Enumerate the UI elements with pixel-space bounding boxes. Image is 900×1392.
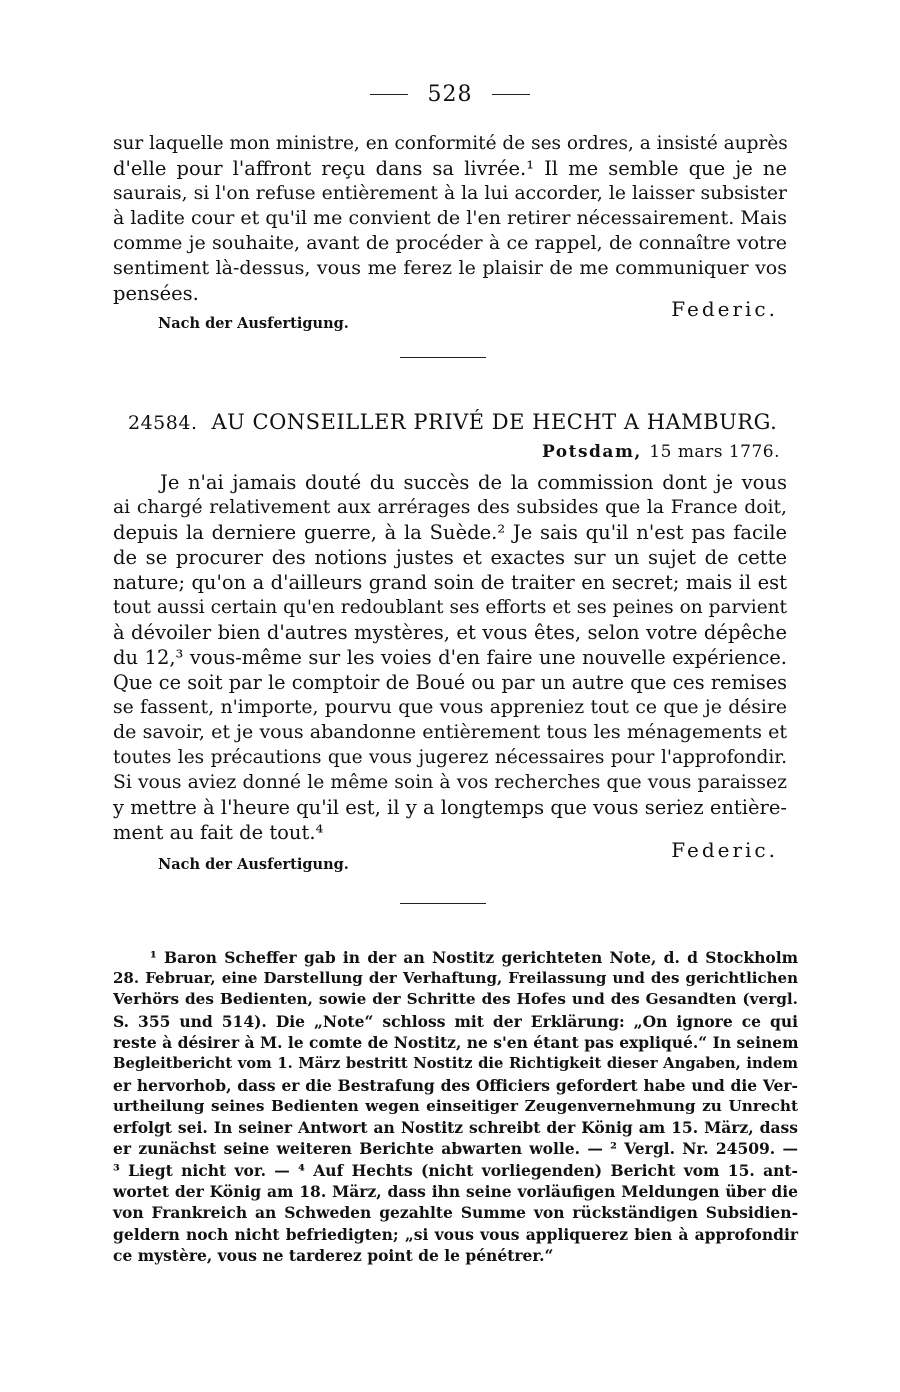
text-line: de se procurer des notions justes et exactes sur un sujet de cette bbox=[113, 546, 787, 569]
text-line: Si vous aviez donné le même soin à vos recherches que vous paraissez bbox=[113, 772, 787, 793]
section-divider bbox=[400, 357, 486, 358]
text-line: saurais, si l'on refuse entièrement à la lui accorder, le laisser subsister bbox=[113, 183, 787, 204]
text-line: depuis la derniere guerre, à la Suède.² Je sais qu'il n'est pas facile bbox=[113, 521, 787, 544]
letter-date: 15 mars 1776. bbox=[649, 442, 780, 462]
page-number: 528 bbox=[427, 82, 473, 107]
header-left-dash bbox=[370, 94, 408, 95]
text-line: sur laquelle mon ministre, en conformité de ses ordres, a insisté auprès bbox=[113, 133, 788, 154]
text-line: Je n'ai jamais douté du succès de la commission dont je vous bbox=[160, 471, 787, 494]
signature: Federic. bbox=[671, 297, 778, 321]
text-line: du 12,³ vous-même sur les voies d'en faire une nouvelle expérience. bbox=[113, 646, 787, 669]
footnote-line: erfolgt sei. In seiner Antwort an Nostitz schreibt der König am 15. März, dass bbox=[113, 1118, 798, 1137]
footnote-line: urtheilung seines Bedienten wegen einseitiger Zeugenvernehmung zu Unrecht bbox=[113, 1097, 798, 1115]
source-note: Nach der Ausfertigung. bbox=[158, 856, 349, 873]
letter-place-date bbox=[542, 442, 780, 462]
footnote-line: geldern noch nicht befriedigten; „si vous vous appliquerez bien à approfondir bbox=[113, 1225, 798, 1244]
footnote-line: 28. Februar, eine Darstellung der Verhaftung, Freilassung und des gerichtlichen bbox=[113, 969, 798, 987]
text-line: ai chargé relativement aux arrérages des subsides que la France doit, bbox=[113, 497, 787, 518]
text-line: se fassent, n'importe, pourvu que vous appreniez tout ce que je désire bbox=[113, 697, 787, 718]
text-line: pensées. bbox=[113, 282, 199, 305]
footnote-line: von Frankreich an Schweden gezahlte Summe von rückständigen Subsidien- bbox=[113, 1203, 798, 1222]
text-line: Que ce soit par le comptoir de Boué ou par un autre que ces remises bbox=[113, 671, 787, 694]
footnote-line: er zunächst seine weiteren Berichte abwarten wolle. — ² Vergl. Nr. 24509. — bbox=[113, 1139, 798, 1158]
footnote-line: Verhörs des Bedienten, sowie der Schritte des Hofes und des Gesandten (vergl. bbox=[113, 990, 798, 1008]
header-right-dash bbox=[492, 94, 530, 95]
text-line: ment au fait de tout.⁴ bbox=[113, 821, 324, 844]
letter-place: Potsdam, bbox=[541, 442, 642, 462]
letter-number: 24584. bbox=[128, 412, 198, 434]
footnote-line: ³ Liegt nicht vor. — ⁴ Auf Hechts (nicht vorliegenden) Bericht vom 15. ant- bbox=[113, 1161, 798, 1180]
text-line: nature; qu'on a d'ailleurs grand soin de traiter en secret; mais il est bbox=[113, 571, 787, 594]
text-line: à ladite cour et qu'il me convient de l'en retirer nécessairement. Mais bbox=[113, 207, 787, 229]
footnote-line: er hervorhob, dass er die Bestrafung des Officiers gefordert habe und die Ver- bbox=[113, 1076, 798, 1095]
text-line: à dévoiler bien d'autres mystères, et vous êtes, selon votre dépêche bbox=[113, 621, 787, 644]
text-line: sentiment là-dessus, vous me ferez le plaisir de me communiquer vos bbox=[113, 257, 787, 279]
footnote-line: ce mystère, vous ne tarderez point de le pénétrer.“ bbox=[113, 1246, 554, 1265]
text-line: comme je souhaite, avant de procéder à ce rappel, de connaître votre bbox=[113, 232, 787, 254]
footnote-line: reste à désirer à M. le comte de Nostitz, ne s'en étant pas expliqué.“ In seinem bbox=[113, 1033, 799, 1052]
footnote-line: wortet der König am 18. März, dass ihn seine vorläufigen Meldungen über die bbox=[113, 1182, 798, 1201]
text-line: de savoir, et je vous abandonne entièrement tous les ménagements et bbox=[113, 721, 787, 743]
text-line: y mettre à l'heure qu'il est, il y a longtemps que vous seriez entière- bbox=[113, 796, 787, 819]
text-line: toutes les précautions que vous jugerez nécessaires pour l'approfondir. bbox=[113, 747, 787, 768]
footnote-line: Begleitbericht vom 1. März bestritt Nostitz die Richtigkeit dieser Angaben, indem bbox=[113, 1055, 798, 1072]
letter-heading bbox=[128, 410, 777, 434]
signature: Federic. bbox=[671, 838, 778, 862]
footnote-line: S. 355 und 514). Die „Note“ schloss mit der Erklärung: „On ignore ce qui bbox=[113, 1012, 798, 1031]
source-note: Nach der Ausfertigung. bbox=[158, 315, 349, 332]
section-divider bbox=[400, 903, 486, 904]
letter-title: AU CONSEILLER PRIVÉ DE HECHT A HAMBURG. bbox=[211, 410, 778, 434]
page-header bbox=[0, 82, 900, 107]
text-line: tout aussi certain qu'en redoublant ses efforts et ses peines on parvient bbox=[113, 597, 787, 618]
footnote-line: ¹ Baron Scheffer gab in der an Nostitz gerichteten Note, d. d Stockholm bbox=[150, 948, 798, 967]
text-line: d'elle pour l'affront reçu dans sa livrée.¹ Il me semble que je ne bbox=[113, 157, 787, 180]
